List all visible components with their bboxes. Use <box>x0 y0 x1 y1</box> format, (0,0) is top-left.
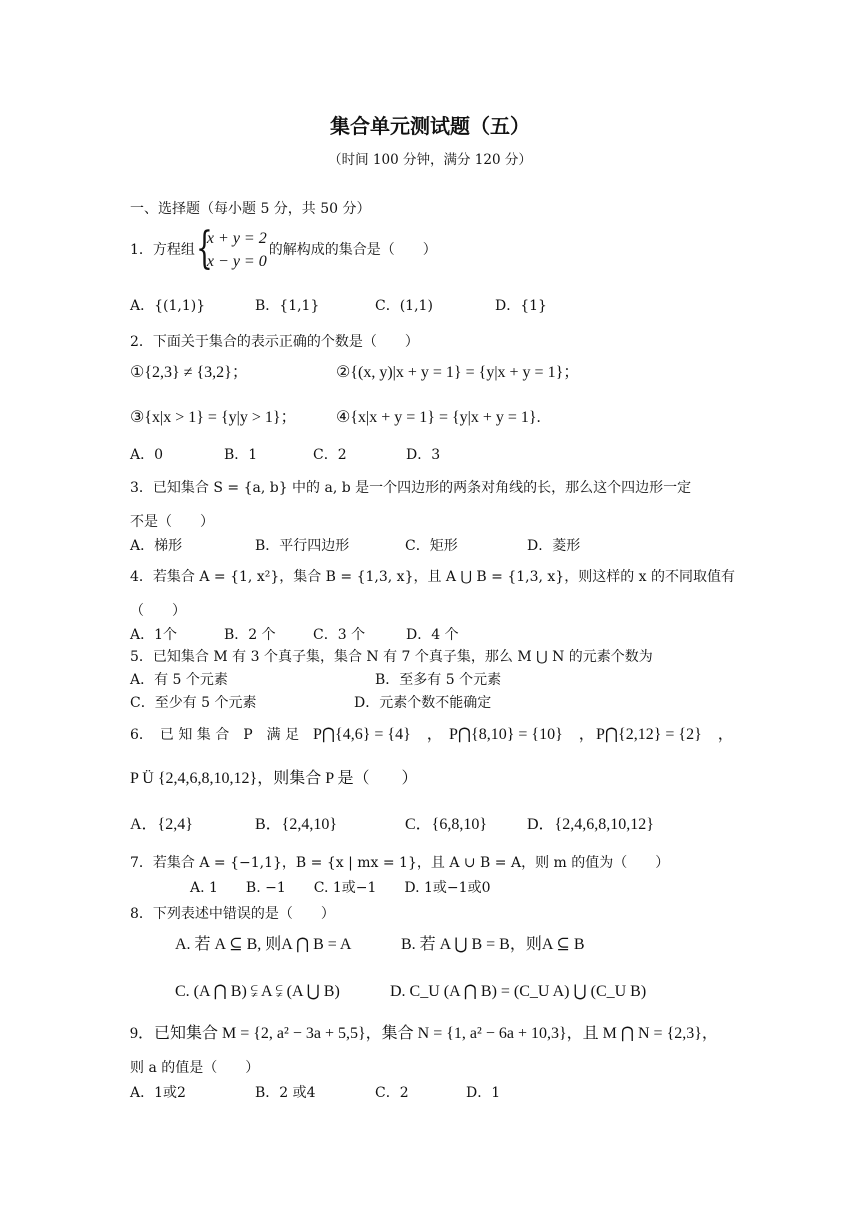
q2-item-2: ②{(x, y)|x + y = 1} = {y|x + y = 1}； <box>336 364 580 381</box>
brace-icon: { <box>195 223 213 274</box>
q9-option-c: C．2 <box>375 1085 409 1101</box>
q6-condition-3: P⋂{2,12} = {2} ， <box>596 726 734 743</box>
question-1 <box>130 223 437 274</box>
q9-stem-line-2: 则 a 的值是（ ） <box>130 1060 260 1076</box>
q1-equation-1: x + y = 2 <box>206 230 267 247</box>
q3-option-a: A．梯形 <box>130 538 183 554</box>
q2-item-3: ③{x|x > 1} = {y|y > 1}； <box>130 409 297 426</box>
q2-stem: 2．下面关于集合的表示正确的个数是（ ） <box>130 334 419 350</box>
q4-stem-line-1: 4．若集合 A = {1, x²}，集合 B = {1,3, x}，且 A ⋃ B = {1,3, x}，则这样的 x 的不同取值有 <box>130 569 736 585</box>
q2-option-b: B．1 <box>224 447 258 463</box>
q2-option-c: C．2 <box>313 447 347 463</box>
q4-option-b: B．2 个 <box>224 627 276 643</box>
q8-option-b: B. 若 A ⋃ B = B，则A ⊆ B <box>401 936 585 953</box>
q2-item-1: ①{2,3} ≠ {3,2}； <box>130 364 248 381</box>
q1-option-d: D．{1} <box>495 298 547 314</box>
q6-option-c: C．{6,8,10} <box>405 816 488 833</box>
q4-option-a: A．1个 <box>130 627 178 643</box>
q6-stem-line-2: P Ü {2,4,6,8,10,12}，则集合 P 是（ ） <box>130 770 418 787</box>
q8-stem: 8．下列表述中错误的是（ ） <box>130 906 335 922</box>
q5-option-d: D．元素个数不能确定 <box>354 695 492 711</box>
q9-option-a: A．1或2 <box>130 1085 186 1101</box>
q1-stem-pre: 1．方程组 <box>130 242 195 258</box>
q2-option-d: D．3 <box>406 447 441 463</box>
page-subtitle: （时间 100 分钟，满分 120 分） <box>328 152 532 168</box>
q3-option-d: D．菱形 <box>527 538 581 554</box>
q3-option-b: B．平行四边形 <box>255 538 350 554</box>
q9-stem-line-1: 9．已知集合 M = {2, a² − 3a + 5,5}，集合 N = {1, a² − 6a + 10,3}，且 M ⋂ N = {2,3}， <box>130 1025 718 1042</box>
q7-options: A. 1 B. −1 C. 1或−1 D. 1或−1或0 <box>190 880 491 896</box>
equation-system <box>195 223 267 274</box>
q5-option-a: A．有 5 个元素 <box>130 672 228 688</box>
q6-option-a: A．{2,4} <box>130 816 193 833</box>
q6-condition-1: P⋂{4,6} = {4} ， <box>313 726 443 743</box>
q5-option-c: C．至少有 5 个元素 <box>130 695 257 711</box>
q5-option-b: B．至多有 5 个元素 <box>375 672 502 688</box>
q4-option-c: C．3 个 <box>313 627 366 643</box>
q1-stem-post: 的解构成的集合是（ ） <box>268 242 437 258</box>
q8-option-d: D. C_U (A ⋂ B) = (C_U A) ⋃ (C_U B) <box>390 983 647 1000</box>
q1-option-b: B．{1,1} <box>255 298 320 314</box>
q3-option-c: C．矩形 <box>405 538 458 554</box>
q9-option-b: B．2 或4 <box>255 1085 316 1101</box>
q6-option-d: D．{2,4,6,8,10,12} <box>527 816 654 833</box>
q2-option-a: A．0 <box>130 447 164 463</box>
q1-equation-2: x − y = 0 <box>206 253 267 270</box>
section-heading: 一、选择题（每小题 5 分，共 50 分） <box>130 201 371 217</box>
q8-option-c: C. (A ⋂ B) ⫋ A ⫋ (A ⋃ B) <box>175 983 340 1000</box>
q6-condition-2: P⋂{8,10} = {10} ， <box>449 726 595 743</box>
q3-stem-line-1: 3．已知集合 S = {a, b} 中的 a, b 是一个四边形的两条对角线的长，那么这个四边形一定 <box>130 480 692 496</box>
q1-option-a: A．{(1,1)} <box>130 298 206 314</box>
q9-option-d: D．1 <box>466 1085 501 1101</box>
q1-option-c: C．(1,1) <box>375 298 433 314</box>
q8-option-a: A. 若 A ⊆ B, 则A ⋂ B = A <box>175 936 352 953</box>
q4-option-d: D．4 个 <box>406 627 459 643</box>
q4-stem-line-2: （ ） <box>130 603 186 619</box>
q6-option-b: B．{2,4,10} <box>255 816 338 833</box>
page-title: 集合单元测试题（五） <box>330 114 530 138</box>
q6-stem-pre: 6． 已 知 集 合 P 满 足 <box>130 727 300 743</box>
q2-item-4: ④{x|x + y = 1} = {y|x + y = 1}. <box>336 409 541 426</box>
q5-stem: 5．已知集合 M 有 3 个真子集，集合 N 有 7 个真子集，那么 M ⋃ N 的元素个数为 <box>130 649 653 665</box>
q7-stem: 7．若集合 A = {−1,1}，B = {x | mx = 1}，且 A ∪ B = A，则 m 的值为（ ） <box>130 855 670 871</box>
q3-stem-line-2: 不是（ ） <box>130 514 214 530</box>
